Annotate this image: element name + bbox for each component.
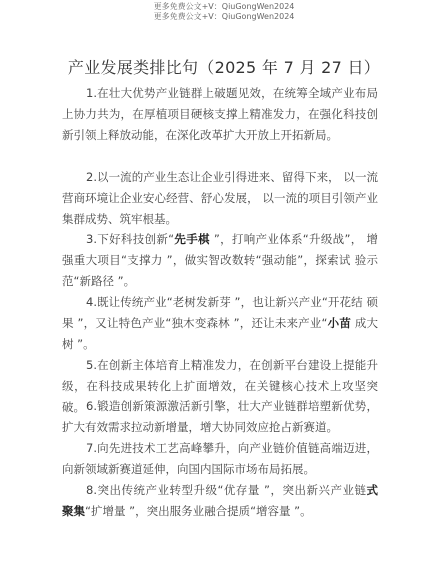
watermark-line: 更多免费公文+V：QiuGongWen2024 <box>153 2 295 11</box>
paragraph-8 <box>62 480 378 522</box>
paragraph-4 <box>62 292 378 355</box>
paragraph-text: 1.在壮大优势产业链群上破题见效，在统筹全域产业布局上协力共为，在厚植项目硬核支撑上精准发力，在强化科技创新引领上释放动能，在深化改革扩大开放上开拓新局。 <box>62 86 378 142</box>
paragraph-6 <box>62 396 378 438</box>
paragraph-7 <box>62 438 378 480</box>
paragraph-text: 3.下好科技创新“ <box>86 232 175 246</box>
paragraph-text: 6.锻造创新策源激活新引擎，壮大产业链群培塑新优势，扩大有效需求拉动新增量，增大协同效应抢占新赛道。 <box>62 399 378 434</box>
watermark-line: 更多免费公文+V：QiuGongWen2024 <box>153 12 295 21</box>
paragraph-text: ”，打响产业体系“升级战”， 增强重大项目“支撑力 ”，做实智改数转“强动能”，探索试 验示范“新路径 ”。 <box>62 232 379 288</box>
paragraph-text: 7.向先进技术工艺高峰攀升，向产业链价值链高端迈进，向新领域新赛道延伸，向国内国际市场布局拓展。 <box>62 441 378 476</box>
paragraph-3 <box>62 229 378 292</box>
paragraph-2 <box>62 167 378 230</box>
emphasis-text: 式 聚集 <box>62 483 378 518</box>
paragraph-text: 4.既让传统产业“老树发新芽 ”，也让新兴产业“开花结 硕果 ”，又让特色产业“独木变森林 ”，还让未来产业“ <box>62 295 378 330</box>
emphasis-text: 先手棋 <box>174 232 210 246</box>
paragraph-text: 8.突出传统产业转型升级“优存量 ”，突出新兴产业链 <box>86 483 367 497</box>
emphasis-text: 小苗 <box>327 316 352 330</box>
paragraph-text: 成大树 ”。 <box>62 316 379 351</box>
paragraph-text: “扩增量 ”，突出服务业融合提质“增容量 ”。 <box>85 504 312 518</box>
watermark-header <box>0 2 448 22</box>
paragraph-text: 2.以一流的产业生态让企业引得进来、留得下来， 以一流 营商环境让企业安心经营、舒心发展， 以一流的项目引领产业 集群成势、筑牢根基。 <box>62 170 378 226</box>
document-title: 产业发展类排比句（2025 年 7 月 27 日） <box>67 58 381 77</box>
paragraph-1 <box>62 83 378 146</box>
paragraph-text: 5.在创新主体培育上精准发力，在创新平台建设上提能升级，在科技成果转化上扩面增效，在关键核心技术上攻坚突破。 <box>62 358 378 414</box>
